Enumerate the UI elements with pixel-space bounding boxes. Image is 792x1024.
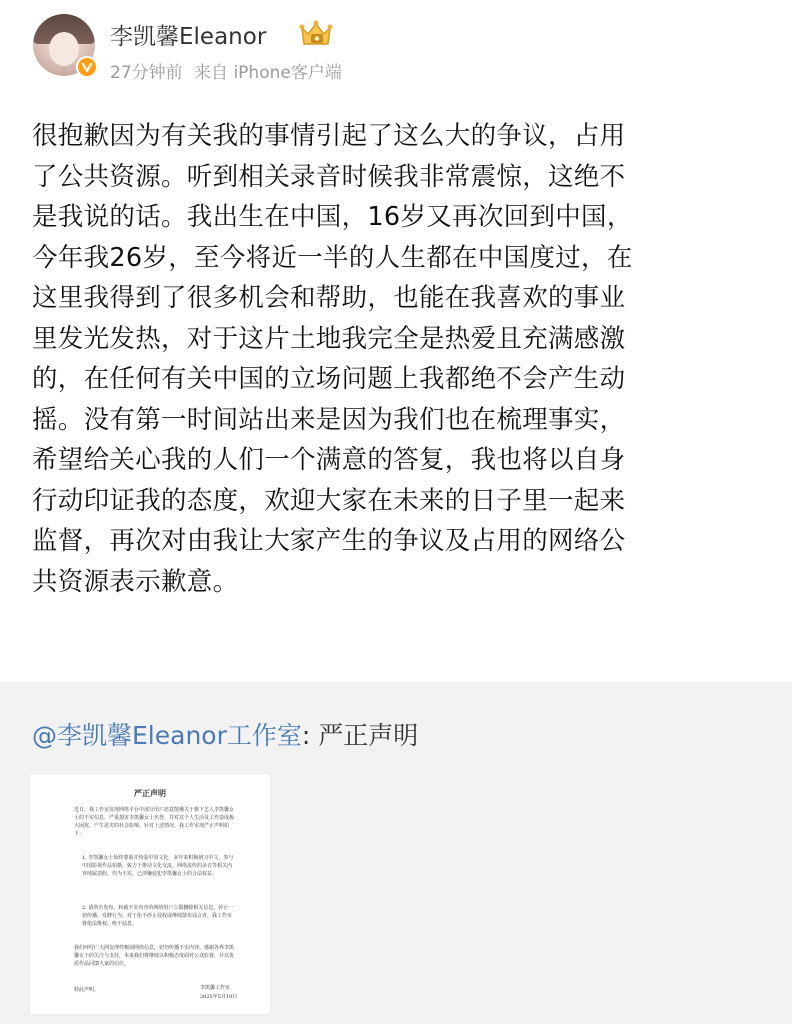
- statement-title: 严正声明: [134, 788, 166, 798]
- post-source: 来自 iPhone客户端: [194, 63, 342, 83]
- post-line: 的，在任何有关中国的立场问题上我都绝不会产生动: [32, 364, 626, 394]
- avatar-face: [49, 32, 79, 66]
- post-time: 27分钟前: [110, 63, 183, 83]
- verified-v-icon: [76, 56, 98, 78]
- repost-card[interactable]: [0, 682, 792, 1024]
- post-line: 共资源表示歉意。: [32, 566, 239, 597]
- post-line: 很抱歉因为有关我的事情引起了这么大的争议，占用: [32, 121, 626, 151]
- statement-paragraph: 我们呼吁广大网友理性甄别网络信息，切勿传播不实内容。感谢各界李凯馨女士的关注与支持，未来我们将继续以积极态度面对公众监督，并以优质作品回馈大家的信任。: [74, 945, 235, 967]
- post-line: 是我说的话。我出生在中国，16岁又再次回到中国，: [32, 202, 633, 232]
- post-line: 这里我得到了很多机会和帮助，也能在我喜欢的事业: [32, 283, 626, 313]
- statement-paragraph: 近日，我工作室发现网络平台中部分用户恶意散播关于旗下艺人李凯馨女士的不实信息，严重损害李凯馨女士名誉，并对其个人生活及工作造成极大困扰，产生恶劣的社会影响。针对上述情况，我工作室现严正声明如下：: [74, 807, 235, 837]
- post-line: 监督，再次对由我让大家产生的争议及占用的网络公: [32, 526, 626, 556]
- repost-mention-link[interactable]: @李凯馨Eleanor工作室: [32, 721, 302, 750]
- statement-paragraph: 1. 李凯馨女士始终尊重并热爱中国文化，多年来积极研习中文，参与中国影视作品拍摄，致力于推动文化交流。网络流传的录音等相关内容纯属造假，均为不实，已涉嫌侵犯李凯馨女士的合法权益。: [82, 855, 234, 877]
- crown-badge-icon[interactable]: [298, 18, 334, 48]
- author-name[interactable]: 李凯馨Eleanor: [110, 24, 267, 50]
- post-line: 了公共资源。听到相关录音时候我非常震惊，这绝不: [32, 161, 626, 192]
- post-line: 今年我26岁，至今将近一半的人生都在中国度过，在: [32, 242, 633, 273]
- post-meta: [110, 58, 348, 83]
- statement-image[interactable]: [30, 774, 270, 1014]
- post-body: [32, 116, 764, 602]
- post-header: [0, 0, 792, 100]
- statement-date: 2025年5月10日: [200, 994, 238, 1000]
- statement-paragraph: 特此声明。: [74, 987, 100, 993]
- statement-signature: 李凯馨工作室: [200, 985, 231, 991]
- repost-title-text: : 严正声明: [301, 721, 419, 750]
- post-line: 摇。没有第一时间站出来是因为我们也在梳理事实，: [32, 404, 626, 435]
- post-line: 里发光发热，对于这片土地我完全是热爱且充满感激: [32, 323, 626, 354]
- post-line: 希望给关心我的人们一个满意的答复，我也将以自身: [32, 445, 626, 475]
- statement-paragraph: 2. 请所有发布、转载不实内容的网络用户立即删除相关信息，停止一切传播、发酵行为。对于拒不停止侵权或继续散布谣言者，我工作室将依法维权，绝不姑息。: [82, 905, 234, 927]
- repost-title: [32, 716, 418, 752]
- post-line: 行动印证我的态度，欢迎大家在未来的日子里一起来: [32, 485, 626, 516]
